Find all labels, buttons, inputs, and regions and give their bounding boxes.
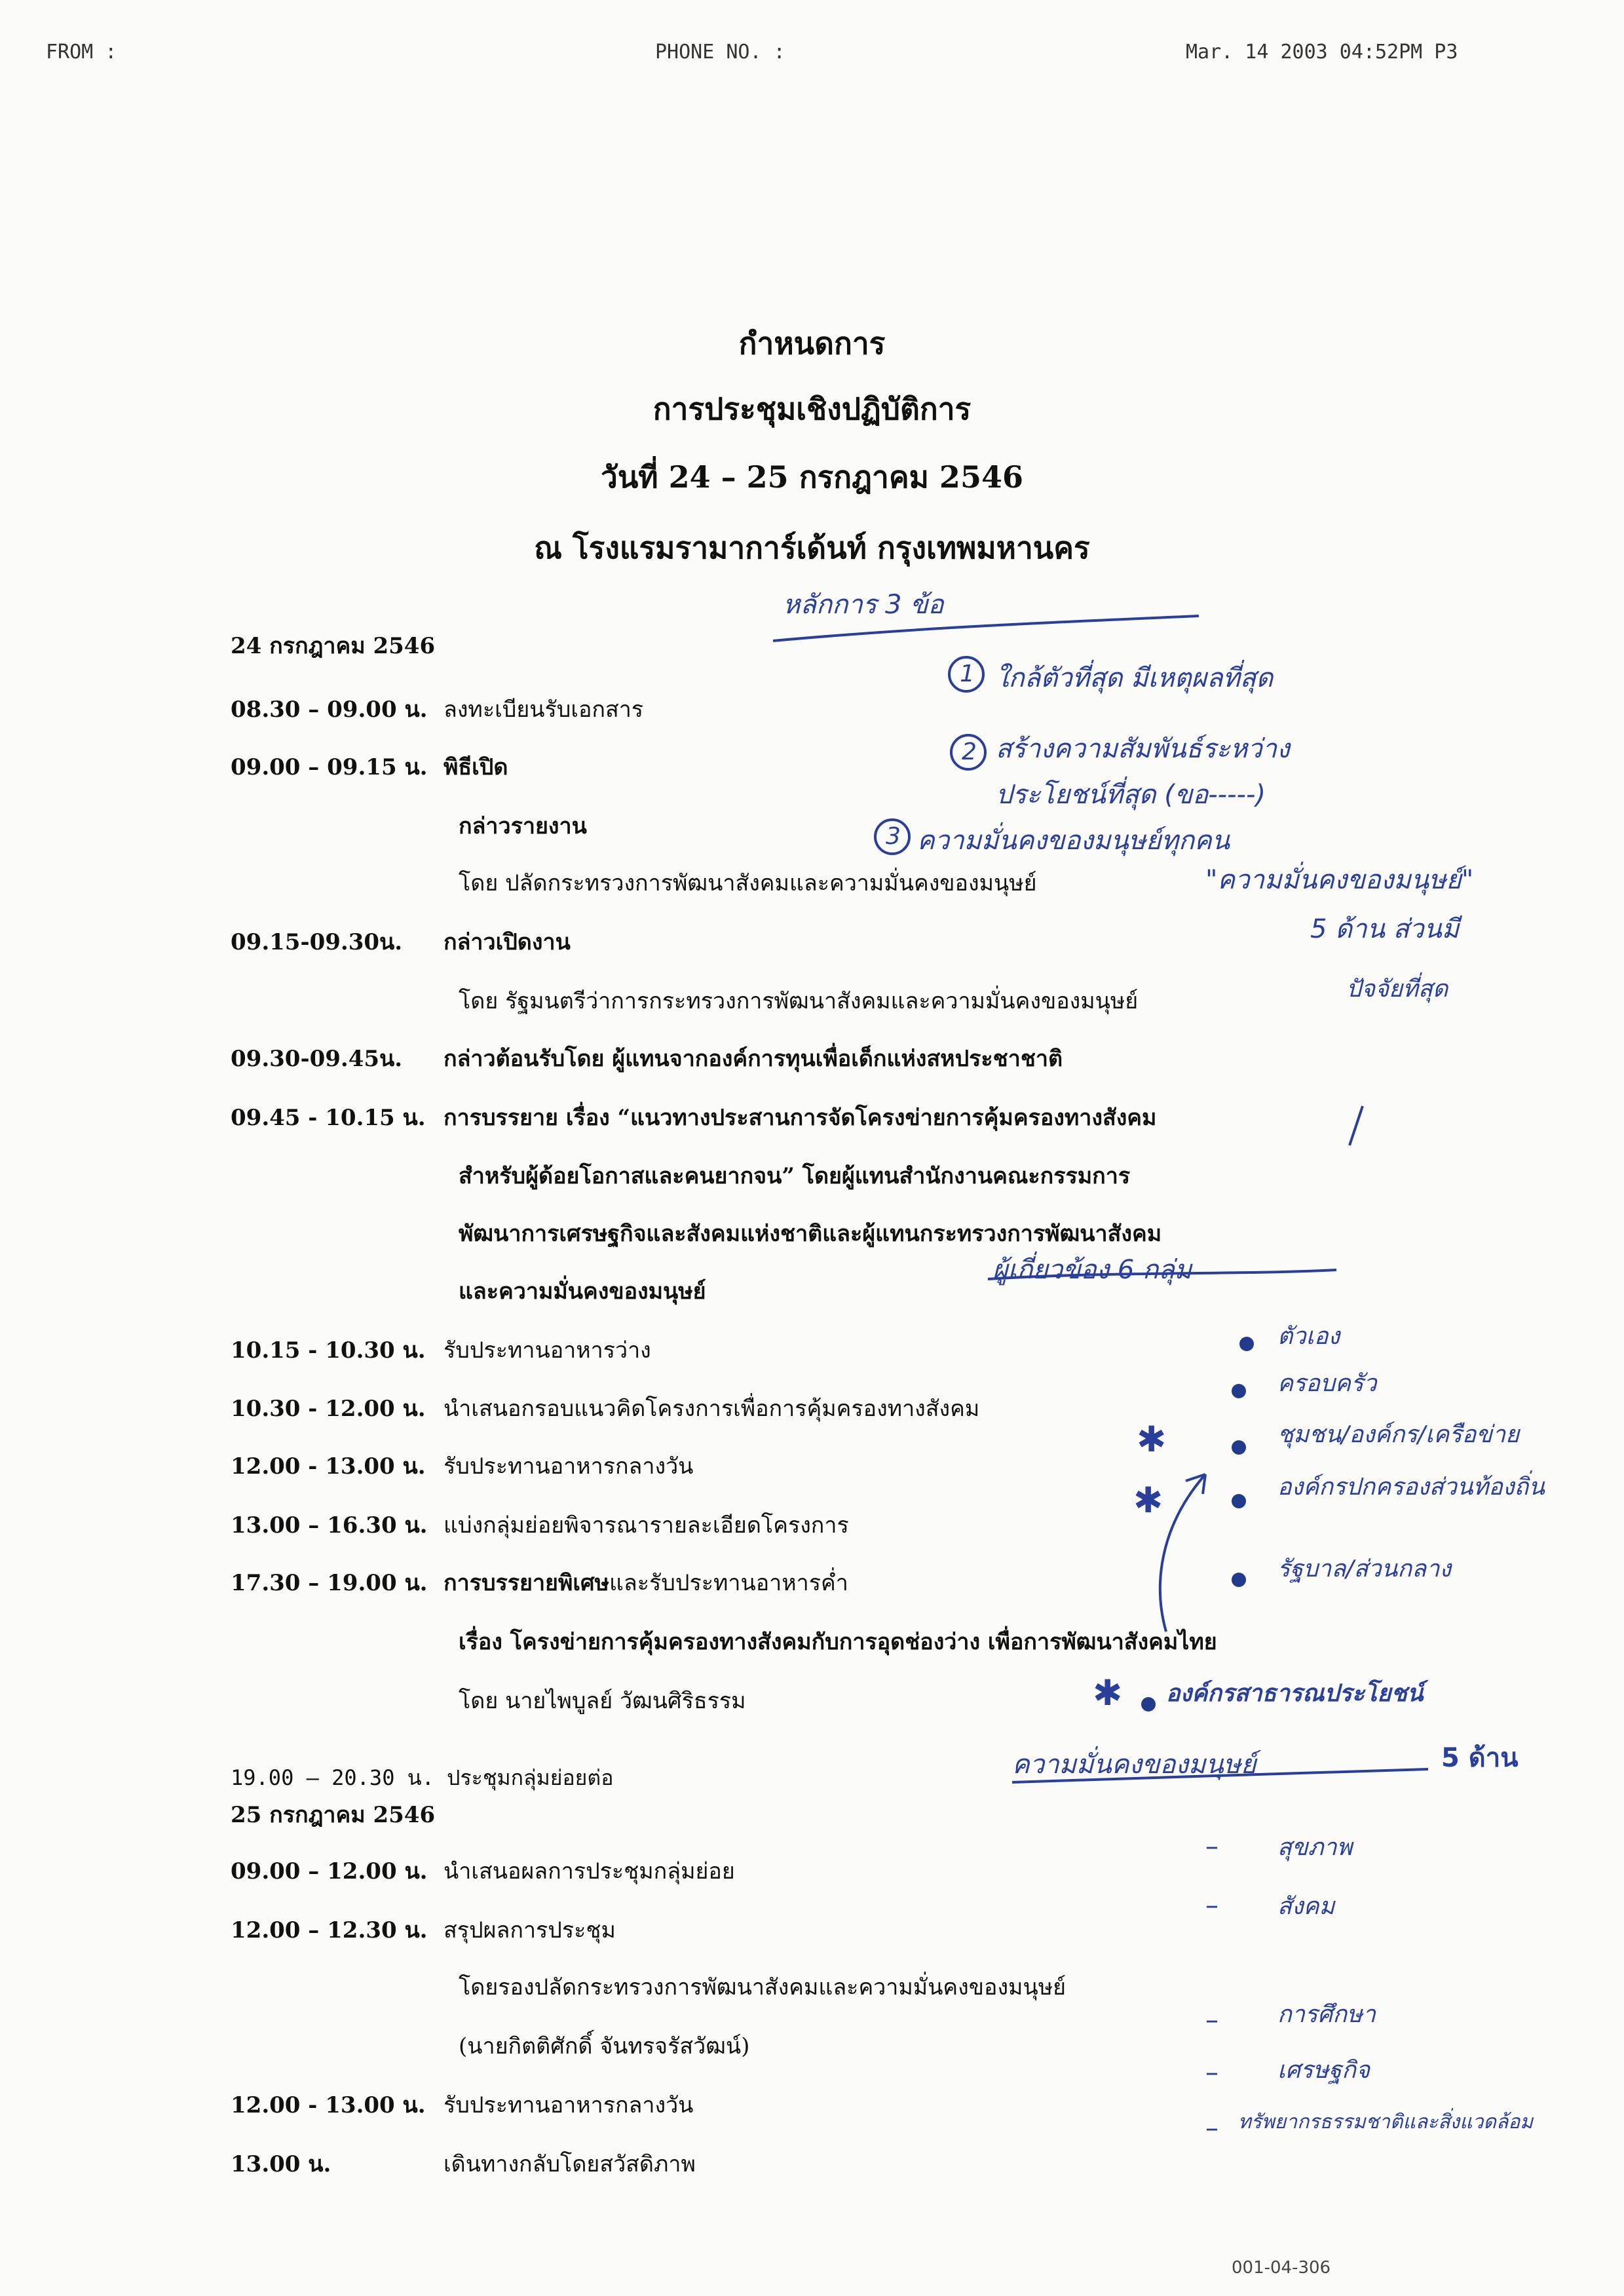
hw-item1-num: 1 bbox=[960, 660, 975, 687]
hw-item2b: ประโยชน์ที่สุด (ขอ-----) bbox=[996, 780, 1266, 810]
row-time: 12.00 – 12.30 น. bbox=[231, 1917, 428, 1943]
hw-dash: – bbox=[1205, 1831, 1218, 1862]
row-time: 09.00 – 12.00 น. bbox=[231, 1858, 428, 1885]
document-title: กำหนดการ bbox=[738, 326, 886, 361]
hw-item1: ใกล้ตัวที่สุด มีเหตุผลที่สุด bbox=[996, 663, 1274, 693]
row-desc: นำเสนอผลการประชุมกลุ่มย่อย bbox=[444, 1858, 735, 1885]
row-time: 13.00 – 16.30 น. bbox=[231, 1512, 428, 1539]
hw-group: องค์กรสาธารณประโยชน์ bbox=[1166, 1680, 1424, 1707]
hw-item2-num: 2 bbox=[962, 738, 977, 765]
hw-bullet bbox=[1232, 1573, 1246, 1587]
fax-from-label: FROM : bbox=[46, 41, 117, 64]
evening-session: 19.00 – 20.30 น. ประชุมกลุ่มย่อยต่อ bbox=[231, 1765, 614, 1790]
hw-six-groups: ผู้เกี่ยวข้อง 6 กลุ่ม bbox=[992, 1255, 1192, 1285]
row-continuation: โดย รัฐมนตรีว่าการกระทรวงการพัฒนาสังคมและความมั่นคงของมนุษย์ bbox=[459, 988, 1139, 1014]
row-time: 10.15 - 10.30 น. bbox=[231, 1337, 426, 1364]
row-continuation: เรื่อง โครงข่ายการคุ้มครองทางสังคมกับการอุดช่องว่าง เพื่อการพัฒนาสังคมไทย bbox=[459, 1629, 1217, 1655]
row-desc: กล่าวเปิดงาน bbox=[444, 929, 571, 955]
hw-group: ตัวเอง bbox=[1277, 1323, 1340, 1350]
row-desc: ลงทะเบียนรับเอกสาร bbox=[444, 697, 644, 723]
row-desc: นำเสนอกรอบแนวคิดโครงการเพื่อการคุ้มครองทางสังคม bbox=[444, 1396, 980, 1422]
hw-group: ชุมชน/องค์กร/เครือข่าย bbox=[1277, 1421, 1520, 1448]
row-desc: เดินทางกลับโดยสวัสดิภาพ bbox=[444, 2151, 696, 2177]
row-continuation: โดย ปลัดกระทรวงการพัฒนาสังคมและความมั่นคงของมนุษย์ bbox=[459, 870, 1037, 896]
row-continuation: และความมั่นคงของมนุษย์ bbox=[459, 1278, 706, 1305]
row-continuation: พัฒนาการเศรษฐกิจและสังคมแห่งชาติและผู้แทนกระทรวงการพัฒนาสังคม bbox=[459, 1221, 1162, 1247]
row-time: 17.30 – 19.00 น. bbox=[231, 1570, 428, 1596]
row-time: 12.00 - 13.00 น. bbox=[231, 1453, 426, 1480]
row-continuation: โดยรองปลัดกระทรวงการพัฒนาสังคมและความมั่นคงของมนุษย์ bbox=[459, 1974, 1067, 2000]
hw-bullet bbox=[1232, 1494, 1246, 1508]
hw-five-sides-num: 5 ด้าน bbox=[1441, 1743, 1519, 1773]
hw-group: รัฐบาล/ส่วนกลาง bbox=[1277, 1556, 1451, 1582]
row-desc-bold: การบรรยายพิเศษ bbox=[444, 1570, 610, 1596]
hw-header: หลักการ 3 ข้อ bbox=[783, 590, 944, 620]
hw-dash: – bbox=[1205, 1890, 1218, 1921]
event-name: การประชุมเชิงปฏิบัติการ bbox=[652, 391, 972, 427]
row-continuation: (นายกิตติศักดิ์ จันทรจรัสวัฒน์) bbox=[459, 2033, 750, 2059]
star-icon: ✱ bbox=[1133, 1480, 1163, 1521]
document-reference: 001-04-306 bbox=[1232, 2258, 1331, 2278]
row-time: 09.45 - 10.15 น. bbox=[231, 1105, 426, 1131]
hw-side: สังคม bbox=[1277, 1893, 1335, 1920]
event-venue: ณ โรงแรมรามาการ์เด้นท์ กรุงเทพมหานคร bbox=[534, 530, 1090, 565]
hw-dash: – bbox=[1205, 2057, 1218, 2088]
row-desc: การบรรยาย เรื่อง “แนวทางประสานการจัดโครงข่ายการคุ้มครองทางสังคม bbox=[444, 1105, 1157, 1131]
hw-five-dims: 5 ด้าน ส่วนมี bbox=[1310, 914, 1460, 944]
hw-item3-num: 3 bbox=[886, 823, 901, 850]
hw-quote: "ความมั่นคงของมนุษย์" bbox=[1205, 865, 1474, 895]
hw-bullet bbox=[1232, 1384, 1246, 1398]
hw-group: องค์กรปกครองส่วนท้องถิ่น bbox=[1277, 1474, 1545, 1501]
hw-group: ครอบครัว bbox=[1277, 1370, 1377, 1397]
row-desc: รับประทานอาหารว่าง bbox=[444, 1337, 651, 1364]
hw-item2a: สร้างความสัมพันธ์ระหว่าง bbox=[996, 734, 1290, 764]
star-icon: ✱ bbox=[1137, 1419, 1167, 1460]
fax-phone-label: PHONE NO. : bbox=[655, 41, 785, 64]
event-dates: วันที่ 24 – 25 กรกฎาคม 2546 bbox=[601, 459, 1023, 495]
row-time: 09.00 – 09.15 น. bbox=[231, 754, 428, 780]
row-time: 12.00 - 13.00 น. bbox=[231, 2092, 426, 2118]
hw-side: ทรัพยากรธรรมชาติและสิ่งแวดล้อม bbox=[1238, 2111, 1533, 2133]
hw-five-sides: ความมั่นคงของมนุษย์ bbox=[1012, 1750, 1256, 1780]
row-desc: พิธีเปิด bbox=[444, 754, 508, 780]
star-icon: ✱ bbox=[1093, 1672, 1123, 1713]
hw-side: เศรษฐกิจ bbox=[1277, 2057, 1370, 2084]
row-time: 10.30 - 12.00 น. bbox=[231, 1396, 426, 1422]
row-desc: รับประทานอาหารกลางวัน bbox=[444, 1453, 694, 1480]
row-continuation: สำหรับผู้ด้อยโอกาสและคนยากจน” โดยผู้แทนสำนักงานคณะกรรมการ bbox=[459, 1163, 1131, 1189]
row-continuation: โดย นายไพบูลย์ วัฒนศิริธรรม bbox=[459, 1688, 746, 1714]
row-continuation: กล่าวรายงาน bbox=[459, 813, 587, 839]
row-desc: รับประทานอาหารกลางวัน bbox=[444, 2092, 694, 2118]
day1-heading: 24 กรกฎาคม 2546 bbox=[231, 633, 436, 659]
hw-side: สุขภาพ bbox=[1277, 1834, 1353, 1861]
row-time: 09.15-09.30น. bbox=[231, 929, 403, 955]
row-time: 08.30 – 09.00 น. bbox=[231, 697, 428, 723]
pen-stroke bbox=[1350, 1106, 1363, 1145]
fax-datetime: Mar. 14 2003 04:52PM P3 bbox=[1186, 41, 1458, 64]
row-desc-rest: และรับประทานอาหารค่ำ bbox=[609, 1570, 848, 1596]
hw-last-right: ปัจจัยที่สุด bbox=[1346, 976, 1448, 1003]
arrow-stroke bbox=[1160, 1474, 1205, 1632]
hw-bullet bbox=[1141, 1697, 1156, 1712]
hw-item3: ความมั่นคงของมนุษย์ทุกคน bbox=[917, 826, 1230, 856]
hw-dash: – bbox=[1205, 2005, 1218, 2035]
row-time: 09.30-09.45น. bbox=[231, 1046, 403, 1072]
day2-heading: 25 กรกฎาคม 2546 bbox=[231, 1802, 436, 1828]
hw-bullet bbox=[1239, 1337, 1254, 1351]
row-desc: กล่าวต้อนรับโดย ผู้แทนจากองค์การทุนเพื่อเด็กแห่งสหประชาชาติ bbox=[444, 1046, 1063, 1072]
hw-side: การศึกษา bbox=[1277, 2001, 1376, 2028]
hw-bullet bbox=[1232, 1440, 1246, 1455]
hw-dash: – bbox=[1205, 2113, 1218, 2143]
row-desc: แบ่งกลุ่มย่อยพิจารณารายละเอียดโครงการ bbox=[444, 1512, 849, 1539]
row-desc: สรุปผลการประชุม bbox=[444, 1917, 616, 1943]
row-time: 13.00 น. bbox=[231, 2151, 331, 2177]
